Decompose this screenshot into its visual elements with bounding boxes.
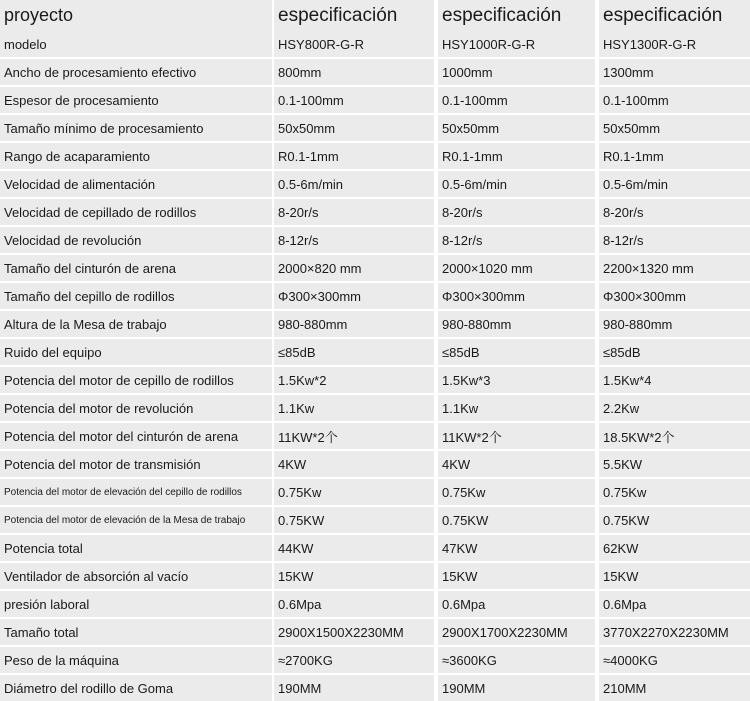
table-row bbox=[0, 31, 750, 57]
row-value: 2000×1020 mm bbox=[438, 255, 595, 281]
table-row bbox=[0, 169, 750, 197]
header-project: proyecto bbox=[0, 0, 272, 31]
row-value: R0.1-1mm bbox=[274, 143, 434, 169]
table-row bbox=[0, 421, 750, 449]
row-label: Espesor de procesamiento bbox=[0, 87, 272, 113]
row-value: R0.1-1mm bbox=[438, 143, 595, 169]
row-label: Tamaño del cepillo de rodillos bbox=[0, 283, 272, 309]
table-row bbox=[0, 617, 750, 645]
row-label: Potencia del motor de transmisión bbox=[0, 451, 272, 477]
row-value: 0.75Kw bbox=[599, 479, 750, 505]
row-label: Diámetro del rodillo de Goma bbox=[0, 675, 272, 701]
row-value: R0.1-1mm bbox=[599, 143, 750, 169]
row-value: ≈3600KG bbox=[438, 647, 595, 673]
row-value: 8-12r/s bbox=[438, 227, 595, 253]
row-value: 1.5Kw*3 bbox=[438, 367, 595, 393]
table-row bbox=[0, 645, 750, 673]
row-value: 0.75Kw bbox=[274, 479, 434, 505]
row-value: 2.2Kw bbox=[599, 395, 750, 421]
row-label: Potencia del motor de elevación del cepillo de rodillos bbox=[0, 479, 272, 505]
table-row bbox=[0, 113, 750, 141]
row-value: 0.75KW bbox=[599, 507, 750, 533]
row-value: ≤85dB bbox=[438, 339, 595, 365]
row-value: 980-880mm bbox=[438, 311, 595, 337]
row-value: 8-20r/s bbox=[599, 199, 750, 225]
row-label: Tamaño mínimo de procesamiento bbox=[0, 115, 272, 141]
row-label: Rango de acaparamiento bbox=[0, 143, 272, 169]
row-label: Velocidad de revolución bbox=[0, 227, 272, 253]
row-value: 1000mm bbox=[438, 59, 595, 85]
row-value: Φ300×300mm bbox=[599, 283, 750, 309]
table-row bbox=[0, 365, 750, 393]
row-label: Potencia del motor del cinturón de arena bbox=[0, 423, 272, 449]
table-row bbox=[0, 281, 750, 309]
row-label: modelo bbox=[0, 31, 272, 57]
table-header bbox=[0, 0, 750, 31]
table-row bbox=[0, 309, 750, 337]
row-label: Tamaño del cinturón de arena bbox=[0, 255, 272, 281]
row-value: 0.75KW bbox=[438, 507, 595, 533]
row-value: 0.6Mpa bbox=[599, 591, 750, 617]
table-row bbox=[0, 85, 750, 113]
row-value: 980-880mm bbox=[599, 311, 750, 337]
table-row bbox=[0, 393, 750, 421]
row-label: Tamaño total bbox=[0, 619, 272, 645]
row-value: 5.5KW bbox=[599, 451, 750, 477]
row-value: 62KW bbox=[599, 535, 750, 561]
header-spec-3: especificación bbox=[599, 0, 750, 31]
table-row bbox=[0, 505, 750, 533]
row-value: 15KW bbox=[599, 563, 750, 589]
row-value: 3770X2270X2230MM bbox=[599, 619, 750, 645]
row-value: Φ300×300mm bbox=[274, 283, 434, 309]
row-value: 8-12r/s bbox=[274, 227, 434, 253]
row-label: Peso de la máquina bbox=[0, 647, 272, 673]
row-label: presión laboral bbox=[0, 591, 272, 617]
row-value: 0.1-100mm bbox=[438, 87, 595, 113]
row-value: 0.5-6m/min bbox=[438, 171, 595, 197]
row-value: 0.5-6m/min bbox=[599, 171, 750, 197]
row-value: 800mm bbox=[274, 59, 434, 85]
row-value: 2900X1700X2230MM bbox=[438, 619, 595, 645]
row-value: 2000×820 mm bbox=[274, 255, 434, 281]
row-label: Altura de la Mesa de trabajo bbox=[0, 311, 272, 337]
table-row bbox=[0, 589, 750, 617]
row-value: ≈4000KG bbox=[599, 647, 750, 673]
row-value: 980-880mm bbox=[274, 311, 434, 337]
row-value: ≈2700KG bbox=[274, 647, 434, 673]
row-label: Potencia del motor de cepillo de rodillos bbox=[0, 367, 272, 393]
row-value: 18.5KW*2个 bbox=[599, 423, 750, 449]
row-value: 0.75Kw bbox=[438, 479, 595, 505]
row-value: 210MM bbox=[599, 675, 750, 701]
row-value: HSY1300R-G-R bbox=[599, 31, 750, 57]
row-value: 1.1Kw bbox=[438, 395, 595, 421]
row-value: 190MM bbox=[274, 675, 434, 701]
row-value: 44KW bbox=[274, 535, 434, 561]
row-label: Ruido del equipo bbox=[0, 339, 272, 365]
row-value: 47KW bbox=[438, 535, 595, 561]
table-row bbox=[0, 337, 750, 365]
row-value: ≤85dB bbox=[599, 339, 750, 365]
table-row bbox=[0, 561, 750, 589]
row-label: Potencia del motor de revolución bbox=[0, 395, 272, 421]
table-row bbox=[0, 141, 750, 169]
row-value: 11KW*2个 bbox=[438, 423, 595, 449]
row-value: 50x50mm bbox=[274, 115, 434, 141]
header-spec-1: especificación bbox=[274, 0, 434, 31]
row-value: 0.1-100mm bbox=[599, 87, 750, 113]
row-value: 0.1-100mm bbox=[274, 87, 434, 113]
row-value: 15KW bbox=[274, 563, 434, 589]
row-label: Potencia total bbox=[0, 535, 272, 561]
row-value: 50x50mm bbox=[599, 115, 750, 141]
row-value: 0.6Mpa bbox=[274, 591, 434, 617]
table-row bbox=[0, 197, 750, 225]
row-value: 1.5Kw*2 bbox=[274, 367, 434, 393]
row-value: 8-12r/s bbox=[599, 227, 750, 253]
row-value: 4KW bbox=[438, 451, 595, 477]
row-value: 1.1Kw bbox=[274, 395, 434, 421]
row-value: 2200×1320 mm bbox=[599, 255, 750, 281]
row-value: HSY800R-G-R bbox=[274, 31, 434, 57]
row-value: 2900X1500X2230MM bbox=[274, 619, 434, 645]
row-value: 0.75KW bbox=[274, 507, 434, 533]
row-value: 4KW bbox=[274, 451, 434, 477]
row-value: Φ300×300mm bbox=[438, 283, 595, 309]
table-row bbox=[0, 225, 750, 253]
row-value: HSY1000R-G-R bbox=[438, 31, 595, 57]
table-row bbox=[0, 57, 750, 85]
row-value: 0.5-6m/min bbox=[274, 171, 434, 197]
row-value: 0.6Mpa bbox=[438, 591, 595, 617]
table-row bbox=[0, 477, 750, 505]
row-value: 1300mm bbox=[599, 59, 750, 85]
row-label: Ancho de procesamiento efectivo bbox=[0, 59, 272, 85]
row-value: 15KW bbox=[438, 563, 595, 589]
row-value: 8-20r/s bbox=[274, 199, 434, 225]
row-value: 1.5Kw*4 bbox=[599, 367, 750, 393]
row-value: ≤85dB bbox=[274, 339, 434, 365]
table-row bbox=[0, 673, 750, 701]
header-spec-2: especificación bbox=[438, 0, 595, 31]
row-label: Velocidad de alimentación bbox=[0, 171, 272, 197]
row-value: 8-20r/s bbox=[438, 199, 595, 225]
table-row bbox=[0, 449, 750, 477]
row-value: 50x50mm bbox=[438, 115, 595, 141]
row-label: Velocidad de cepillado de rodillos bbox=[0, 199, 272, 225]
table-row bbox=[0, 253, 750, 281]
table-row bbox=[0, 533, 750, 561]
row-label: Potencia del motor de elevación de la Mesa de trabajo bbox=[0, 507, 272, 533]
row-value: 190MM bbox=[438, 675, 595, 701]
row-label: Ventilador de absorción al vacío bbox=[0, 563, 272, 589]
row-value: 11KW*2个 bbox=[274, 423, 434, 449]
